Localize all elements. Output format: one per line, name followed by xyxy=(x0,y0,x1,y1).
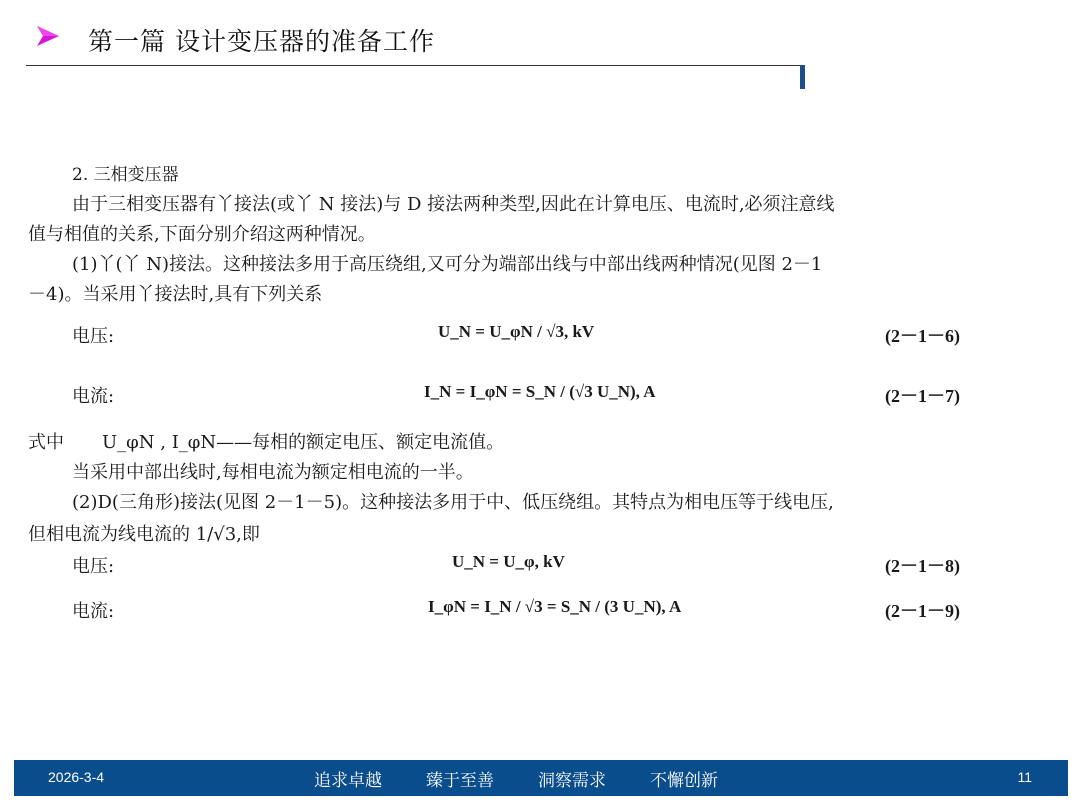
equation-4-number: (2－1－9) xyxy=(885,601,960,621)
equation-4-label: 电流: xyxy=(72,601,115,622)
slide-footer xyxy=(14,760,1068,796)
where-text: U_φN , I_φN——每相的额定电压、额定电流值。 xyxy=(102,432,505,453)
equation-2-number: (2－1－7) xyxy=(885,386,960,406)
footer-slogan: 臻于至善 xyxy=(426,771,494,791)
paragraph-3: 当采用中部出线时,每相电流为额定相电流的一半。 xyxy=(72,462,474,483)
footer-slogan: 不懈创新 xyxy=(650,771,718,791)
equation-3-formula: U_N = U_φ, kV xyxy=(452,552,565,571)
slide-title: 第一篇 设计变压器的准备工作 xyxy=(88,27,435,56)
equation-3-number: (2－1－8) xyxy=(885,556,960,576)
paragraph-4-line-2: 但相电流为线电流的 1/√3,即 xyxy=(28,524,260,545)
footer-date: 2026-3-4 xyxy=(48,769,105,785)
footer-slogan: 追求卓越 xyxy=(314,771,382,791)
paragraph-2-line-1: (1)丫(丫 N)接法。这种接法多用于高压绕组,又可分为端部出线与中部出线两种情况(见图 2－1 xyxy=(72,254,823,275)
section-title: 2. 三相变压器 xyxy=(72,165,179,185)
equation-4-formula: I_φN = I_N / √3 = S_N / (3 U_N), A xyxy=(428,597,682,616)
equation-2-label: 电流: xyxy=(72,386,115,407)
equation-1-number: (2－1－6) xyxy=(885,326,960,346)
equation-1-formula: U_N = U_φN / √3, kV xyxy=(438,322,595,341)
paragraph-1-line-2: 值与相值的关系,下面分别介绍这两种情况。 xyxy=(28,224,376,245)
paragraph-4-line-1: (2)D(三角形)接法(见图 2－1－5)。这种接法多用于中、低压绕组。其特点为相电压等于线电压, xyxy=(72,492,834,513)
equation-3-label: 电压: xyxy=(72,556,115,577)
page-number: 11 xyxy=(1017,769,1032,785)
equation-1-label: 电压: xyxy=(72,326,115,347)
paragraph-1-line-1: 由于三相变压器有丫接法(或丫 N 接法)与 D 接法两种类型,因此在计算电压、电流时,必须注意线 xyxy=(72,194,835,215)
paragraph-2-line-2: －4)。当采用丫接法时,具有下列关系 xyxy=(28,284,323,305)
footer-slogan: 洞察需求 xyxy=(538,771,606,791)
where-label: 式中 xyxy=(28,432,64,453)
footer-slogans xyxy=(314,766,762,791)
equation-2-formula: I_N = I_φN = S_N / (√3 U_N), A xyxy=(424,382,656,401)
